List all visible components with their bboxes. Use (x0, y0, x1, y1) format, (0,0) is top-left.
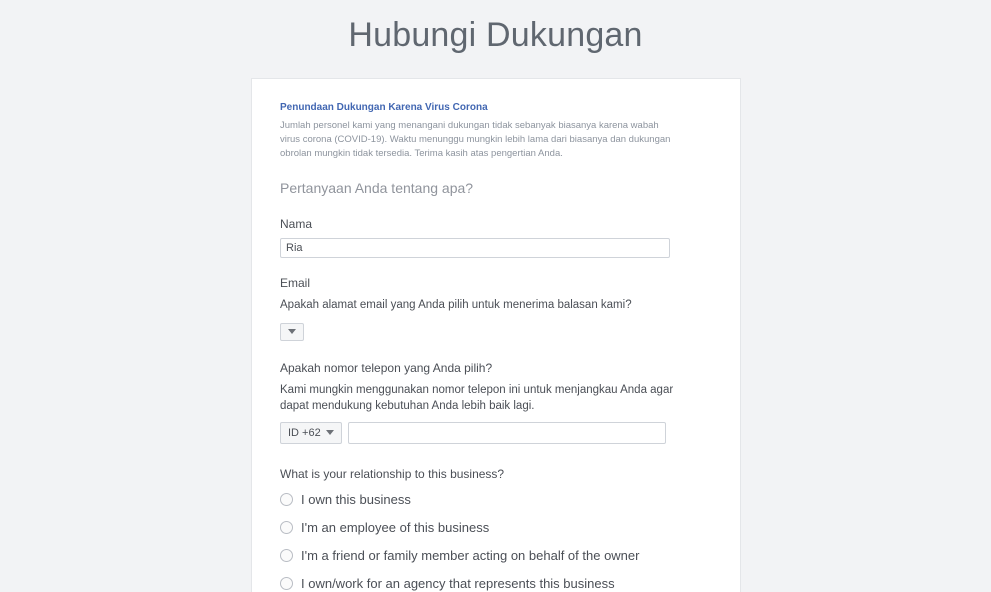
country-code-select[interactable] (280, 422, 342, 444)
chevron-down-icon (326, 430, 334, 435)
chevron-down-icon (288, 329, 296, 334)
country-code-value: ID +62 (288, 426, 321, 439)
phone-row (280, 422, 712, 444)
notice-title: Penundaan Dukungan Karena Virus Corona (280, 102, 488, 113)
radio-option-own-business[interactable] (280, 492, 712, 508)
name-label: Nama (280, 217, 313, 231)
radio-icon (280, 521, 293, 534)
radio-label: I own/work for an agency that represents this business (301, 575, 615, 591)
coronavirus-notice (280, 101, 712, 161)
email-label: Email (280, 276, 311, 290)
relationship-question: What is your relationship to this business? (280, 466, 505, 481)
phone-sublabel: Kami mungkin menggunakan nomor telepon ini untuk menjangkau Anda agar dapat mendukung kebutuhan Anda lebih baik lagi. (280, 383, 674, 412)
phone-question: Apakah nomor telepon yang Anda pilih? (280, 360, 493, 375)
section-question: Pertanyaan Anda tentang apa? (280, 180, 474, 196)
radio-icon (280, 549, 293, 562)
email-sublabel: Apakah alamat email yang Anda pilih untuk menerima balasan kami? (280, 299, 632, 311)
radio-label: I'm a friend or family member acting on behalf of the owner (301, 547, 640, 563)
phone-input[interactable] (348, 422, 666, 444)
name-input[interactable] (280, 238, 670, 258)
radio-icon (280, 493, 293, 506)
radio-option-agency[interactable] (280, 576, 712, 592)
radio-icon (280, 577, 293, 590)
contact-support-card (251, 78, 741, 592)
radio-option-friend-family[interactable] (280, 548, 712, 564)
radio-label: I'm an employee of this business (301, 519, 490, 535)
radio-option-employee[interactable] (280, 520, 712, 536)
page-title: Hubungi Dukungan (348, 16, 643, 54)
email-select[interactable] (280, 323, 304, 341)
notice-body: Jumlah personel kami yang menangani dukungan tidak sebanyak biasanya karena wabah virus corona (COVID-19). Waktu menunggu mungkin lebih lama dari biasanya dan dukungan obrolan mungkin tidak tersedia. Terima kasih atas pengertian Anda. (280, 120, 671, 159)
radio-label: I own this business (301, 491, 411, 507)
